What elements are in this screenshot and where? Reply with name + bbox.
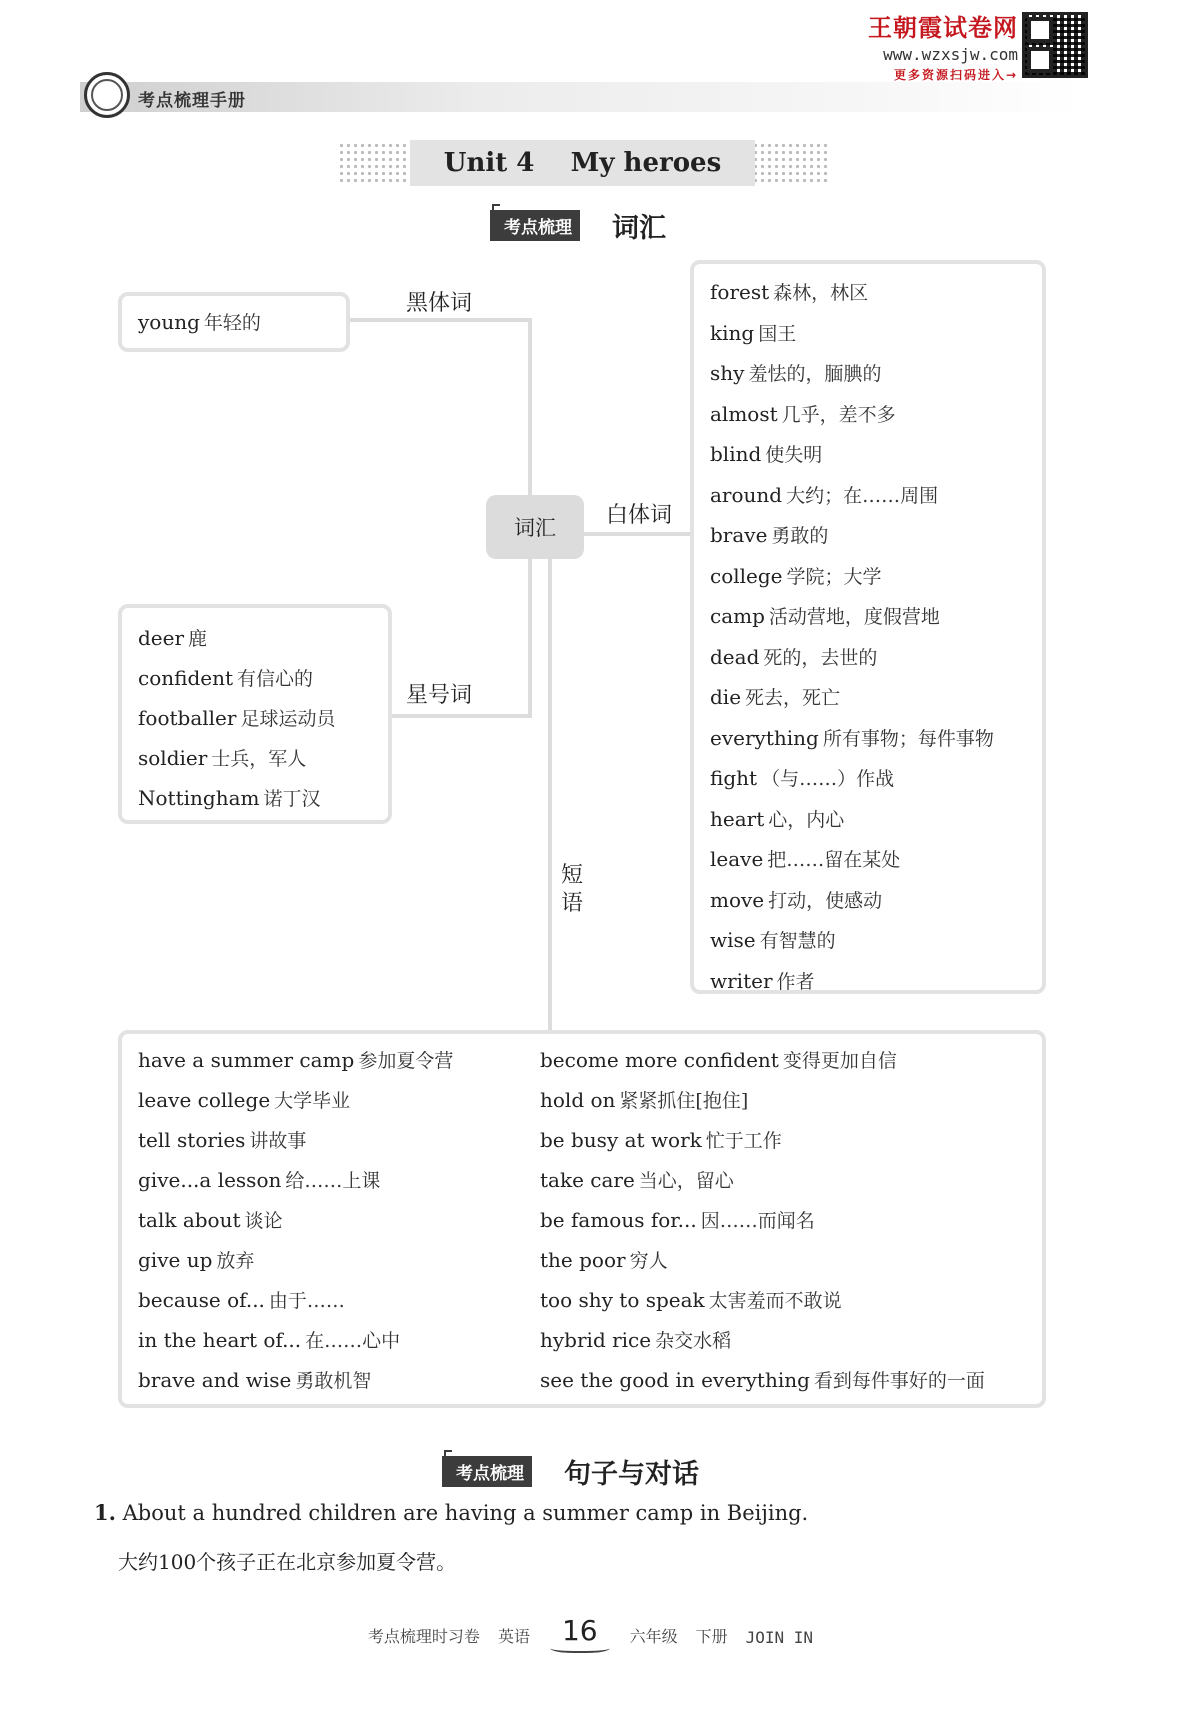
phrase-item-chinese: 紧紧抓住[抱住]: [619, 1090, 749, 1112]
plain-words-box: [690, 260, 1046, 994]
vocab-item-english: writer: [710, 968, 773, 993]
vocab-item-chinese: 有智慧的: [759, 930, 836, 952]
vocab-item-english: camp: [710, 604, 765, 628]
phrase-item-english: too shy to speak: [540, 1288, 705, 1312]
phrase-item-chinese: 因……而闻名: [700, 1210, 815, 1232]
vocab-item: [710, 758, 1026, 799]
vocab-item-english: soldier: [138, 746, 208, 770]
vocab-item: [138, 778, 372, 818]
vocab-item: [710, 353, 1026, 394]
vocab-item: [710, 556, 1026, 597]
vocab-item-chinese: （与……）作战: [761, 768, 895, 790]
vocab-item-chinese: 勇敢的: [771, 525, 829, 547]
vocab-item: [710, 799, 1026, 840]
vocab-item-chinese: 森林，林区: [773, 282, 869, 304]
section-heading-sentences: [442, 1452, 699, 1491]
unit-title: My heroes: [570, 148, 722, 178]
qr-code-icon[interactable]: [1022, 12, 1088, 78]
vocab-item-english: shy: [710, 361, 745, 385]
vocab-item-english: Nottingham: [138, 786, 260, 810]
vocab-item: [710, 677, 1026, 718]
phrase-item-chinese: 当心，留心: [638, 1170, 734, 1192]
vocab-item: [710, 920, 1026, 961]
phrase-item: [138, 1240, 453, 1280]
vocab-item-chinese: 足球运动员: [240, 708, 336, 730]
phrase-item-english: because of...: [138, 1288, 265, 1312]
vocab-item: [710, 718, 1026, 759]
vocab-item-chinese: 羞怯的，腼腆的: [748, 363, 882, 385]
connector-phrases: [548, 556, 552, 1032]
vocab-item-chinese: 作者: [776, 970, 815, 993]
phrases-box: [118, 1030, 1046, 1408]
phrase-item-chinese: 讲故事: [249, 1130, 307, 1152]
phrase-item: [540, 1200, 985, 1240]
page-number: 16: [548, 1614, 612, 1647]
phrase-item-english: talk about: [138, 1208, 241, 1232]
section-heading-vocab: [490, 206, 666, 245]
phrase-item-chinese: 变得更加自信: [782, 1050, 897, 1072]
unit-number: Unit 4: [443, 148, 535, 178]
vocab-item-chinese: 打动，使感动: [768, 889, 883, 912]
seal-logo-icon: [84, 72, 130, 118]
vocab-item-english: dead: [710, 644, 760, 669]
phrase-item-chinese: 看到每件事好的一面: [813, 1370, 985, 1392]
vocab-item-chinese: 鹿: [188, 628, 208, 650]
vocab-item-chinese: 年轻的: [203, 312, 261, 334]
phrase-item-chinese: 在……心中: [305, 1330, 401, 1352]
phrase-item-english: have a summer camp: [138, 1048, 355, 1072]
vocab-item-english: king: [710, 320, 755, 345]
phrase-item-english: be busy at work: [540, 1128, 702, 1152]
vocab-item: [138, 658, 372, 698]
footer-grade: 六年级: [629, 1627, 678, 1646]
vocab-item-chinese: 死的，去世的: [763, 646, 878, 669]
vocab-item-english: wise: [710, 928, 756, 952]
section-title: 句子与对话: [564, 1459, 699, 1490]
vocab-item-chinese: 几乎，差不多: [781, 403, 896, 426]
footer-edition: JOIN IN: [745, 1628, 814, 1647]
phrase-item: [540, 1040, 985, 1080]
footer-book: 考点梳理时习卷: [367, 1627, 480, 1646]
sentence-number: 1.: [94, 1500, 116, 1525]
phrase-item: [138, 1120, 453, 1160]
phrase-item-chinese: 忙于工作: [705, 1130, 782, 1152]
vocab-item-english: brave: [710, 523, 768, 547]
phrase-item-chinese: 参加夏令营: [358, 1050, 454, 1072]
phrase-item-english: become more confident: [540, 1048, 779, 1072]
sentence-1: [94, 1500, 808, 1525]
vocab-item-english: heart: [710, 806, 765, 831]
phrase-item-english: give up: [138, 1248, 213, 1272]
vocab-item-chinese: 使失明: [765, 444, 823, 466]
phrase-item-chinese: 大学毕业: [274, 1090, 351, 1112]
vocab-item-english: deer: [138, 626, 185, 650]
phrase-item-english: hybrid rice: [540, 1328, 652, 1352]
vocab-item: [710, 961, 1026, 1002]
phrase-item-chinese: 穷人: [629, 1250, 668, 1272]
vocab-item-chinese: 国王: [758, 322, 797, 345]
mindmap-center-node: 词汇: [486, 495, 584, 559]
vocab-item: [710, 515, 1026, 556]
vocab-item-chinese: 所有事物；每件事物: [822, 727, 994, 750]
vocab-item: [710, 475, 1026, 516]
vocab-item-english: young: [138, 310, 200, 334]
phrase-item: [540, 1160, 985, 1200]
phrase-item-english: the poor: [540, 1248, 626, 1272]
vocab-item: [710, 596, 1026, 637]
phrase-item-chinese: 杂交水稻: [655, 1330, 732, 1352]
vocab-item-english: almost: [710, 401, 778, 426]
sentence-1-chinese: 大约100个孩子正在北京参加夏令营。: [118, 1550, 457, 1574]
phrase-item: [540, 1240, 985, 1280]
phrase-item-english: hold on: [540, 1088, 616, 1112]
vocab-item: [710, 313, 1026, 354]
phrase-item-english: give...a lesson: [138, 1168, 282, 1192]
header-title: 考点梳理手册: [138, 91, 246, 111]
phrase-item-chinese: 勇敢机智: [295, 1370, 372, 1392]
phrase-item: [540, 1320, 985, 1360]
branch-label-bold: 黑体词: [406, 291, 473, 316]
vocab-item-english: footballer: [138, 706, 237, 730]
brand-block: [848, 8, 1018, 83]
phrase-item: [540, 1120, 985, 1160]
phrase-item-english: see the good in everything: [540, 1368, 810, 1392]
phrase-item-english: leave college: [138, 1088, 271, 1112]
vocab-item-english: leave: [710, 847, 764, 871]
brand-tagline: 更多资源扫码进入→: [893, 68, 1018, 82]
phrase-item-chinese: 谈论: [244, 1210, 283, 1232]
phrases-left-column: [138, 1040, 453, 1400]
phrase-item: [138, 1040, 453, 1080]
vocab-item-chinese: 大约；在……周围: [786, 484, 939, 507]
unit-banner: [410, 140, 755, 186]
phrase-item: [540, 1360, 985, 1400]
phrase-item: [138, 1320, 453, 1360]
vocab-item-chinese: 学院；大学: [786, 565, 882, 588]
phrase-item: [138, 1360, 453, 1400]
section-badge: 考点梳理: [442, 1456, 532, 1487]
sentence-english: About a hundred children are having a summer camp in Beijing.: [122, 1501, 809, 1525]
vocab-item-english: fight: [710, 766, 758, 790]
phrase-item: [540, 1280, 985, 1320]
vocab-item-chinese: 心，内心: [768, 808, 845, 831]
phrase-item: [138, 1200, 453, 1240]
vocab-item-english: blind: [710, 442, 762, 466]
page-footer: [0, 1614, 1181, 1647]
phrase-item-chinese: 放弃: [216, 1250, 255, 1272]
vocab-item: [710, 839, 1026, 880]
vocab-item-english: confident: [138, 666, 234, 690]
vocab-item: [710, 394, 1026, 435]
phrase-item: [138, 1080, 453, 1120]
vocab-item-chinese: 把……留在某处: [767, 849, 901, 871]
footer-subject: 英语: [497, 1627, 530, 1646]
vocab-item-english: everything: [710, 725, 819, 750]
vocab-item: [138, 618, 372, 658]
vocab-item-chinese: 死去，死亡: [745, 687, 841, 709]
vocab-item: [710, 434, 1026, 475]
phrase-item-english: take care: [540, 1168, 635, 1192]
vocab-item-english: forest: [710, 280, 770, 304]
vocab-item-chinese: 活动营地，度假营地: [768, 606, 940, 628]
vocab-item-chinese: 有信心的: [237, 668, 314, 690]
vocab-item: [710, 637, 1026, 678]
vocab-item: [138, 738, 372, 778]
section-badge: 考点梳理: [490, 210, 580, 241]
phrase-item-english: tell stories: [138, 1128, 246, 1152]
vocab-item: [138, 308, 330, 336]
connector-bold: [346, 318, 532, 322]
phrase-item-english: brave and wise: [138, 1368, 292, 1392]
vocab-item-english: die: [710, 685, 742, 709]
phrase-item-chinese: 给……上课: [285, 1170, 381, 1192]
connector-star: [390, 714, 532, 718]
section-title: 词汇: [612, 213, 666, 244]
phrase-item: [138, 1280, 453, 1320]
vocab-item-chinese: 诺丁汉: [263, 788, 321, 810]
branch-label-star: 星号词: [406, 683, 473, 708]
connector-plain: [584, 532, 692, 536]
branch-label-phrases: 短语: [560, 863, 583, 916]
bold-words-box: [118, 292, 350, 352]
vocab-item-english: around: [710, 482, 783, 507]
branch-label-plain: 白体词: [606, 503, 673, 528]
phrase-item-english: in the heart of...: [138, 1328, 302, 1352]
phrase-item-english: be famous for...: [540, 1208, 697, 1232]
phrase-item-chinese: 太害羞而不敢说: [708, 1290, 842, 1312]
vocab-item-english: move: [710, 887, 765, 912]
phrase-item: [540, 1080, 985, 1120]
phrases-right-column: [540, 1040, 985, 1400]
vocab-item-chinese: 士兵，军人: [211, 748, 307, 770]
brand-url[interactable]: www.wzxsjw.com: [883, 45, 1018, 64]
vocab-item: [138, 698, 372, 738]
phrase-item-chinese: 由于……: [268, 1290, 345, 1312]
footer-term: 下册: [695, 1627, 728, 1646]
brand-name: 王朝霞试卷网: [868, 14, 1018, 42]
vocab-item: [710, 880, 1026, 921]
phrase-item: [138, 1160, 453, 1200]
vocab-item-english: college: [710, 563, 783, 588]
vocab-item: [710, 272, 1026, 313]
star-words-box: [118, 604, 392, 824]
